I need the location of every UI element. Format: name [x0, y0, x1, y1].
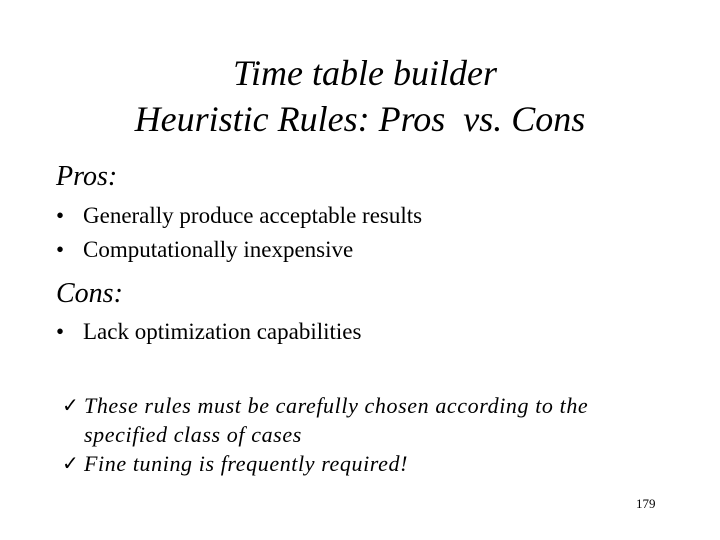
pros-item-2: Computationally inexpensive — [83, 237, 354, 262]
title-line-2: Heuristic Rules: Pros vs. Cons — [134, 99, 586, 139]
pros-list — [56, 199, 422, 267]
cons-list — [56, 315, 361, 349]
slide-title — [0, 50, 720, 142]
list-item — [56, 199, 422, 233]
pros-heading: Pros: — [56, 161, 118, 192]
list-item — [62, 449, 672, 478]
pros-item-1: Generally produce acceptable results — [83, 203, 423, 228]
bullet-icon: • — [56, 319, 65, 344]
note-1: These rules must be carefully chosen according to the specified class of cases — [84, 393, 589, 447]
cons-heading: Cons: — [56, 278, 123, 309]
cons-item-1: Lack optimization capabilities — [83, 319, 362, 344]
checkmark-icon: ✓ — [62, 451, 80, 475]
note-2: Fine tuning is frequently required! — [84, 451, 409, 476]
list-item — [56, 233, 422, 267]
page-number: 179 — [636, 496, 656, 511]
list-item — [56, 315, 361, 349]
bullet-icon: • — [56, 203, 65, 228]
bullet-icon: • — [56, 237, 65, 262]
title-line-1: Time table builder — [233, 53, 497, 93]
notes-list — [62, 391, 672, 478]
list-item — [62, 391, 672, 449]
checkmark-icon: ✓ — [62, 393, 80, 417]
